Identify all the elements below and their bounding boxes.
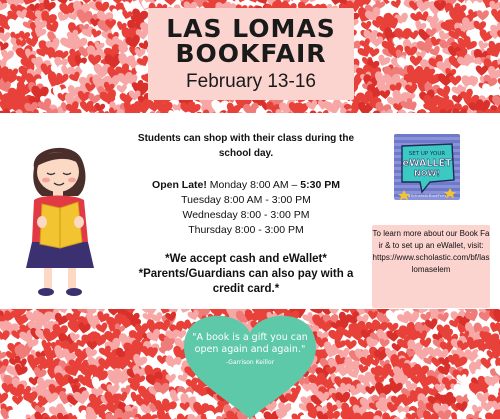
heart-icon — [228, 0, 240, 2]
heart-icon — [449, 75, 461, 85]
badge-line-2: eWALLET — [402, 158, 452, 169]
heart-icon — [8, 19, 24, 32]
monday-late-end: 5:30 PM — [300, 179, 340, 191]
heart-icon — [234, 0, 248, 4]
heart-icon — [365, 386, 376, 395]
hours-list — [122, 178, 370, 238]
hours-thursday: Thursday 8:00 - 3:00 PM — [188, 224, 304, 236]
title-line-2: BOOKFAIR — [175, 39, 327, 68]
heart-icon — [390, 0, 402, 10]
fair-info — [122, 131, 370, 297]
quote-text: "A book is a gift you can open again and again." — [192, 332, 308, 355]
heart-icon — [0, 392, 8, 404]
open-late-label: Open Late! — [152, 179, 207, 191]
payment-line-1: *We accept cash and eWallet* — [165, 253, 327, 265]
monday-hours: Monday 8:00 AM – — [209, 179, 298, 191]
payment-line-2: *Parents/Guardians can also pay with a credit card.* — [138, 268, 354, 295]
heart-icon — [481, 401, 494, 412]
hours-wednesday: Wednesday 8:00 - 3:00 PM — [182, 209, 310, 221]
title-panel — [148, 8, 354, 100]
heart-icon — [0, 32, 11, 42]
badge-line-1: SET UP YOUR — [408, 151, 446, 157]
star-icon — [398, 190, 410, 200]
quote — [190, 332, 310, 366]
title-line-1: LAS LOMAS — [166, 14, 336, 43]
quote-author: -Garrison Keillor — [225, 359, 275, 366]
heart-icon — [370, 36, 383, 47]
badge-line-4: #ScholasticBookFairs — [407, 194, 447, 198]
ewallet-badge — [394, 134, 460, 200]
learn-more-text: To learn more about our Book Fair & to set up an eWallet, visit: — [372, 229, 490, 250]
event-dates: February 13-16 — [186, 71, 316, 92]
heart-icon — [116, 84, 127, 94]
hours-tuesday: Tuesday 8:00 AM - 3:00 PM — [181, 194, 311, 206]
hours-monday — [122, 178, 370, 193]
ewallet-speech-bubble-icon — [394, 134, 460, 200]
intro-text: Students can shop with their class during the school day. — [137, 133, 355, 159]
girl-reading-book-illustration — [12, 138, 112, 298]
badge-line-3: NOW! — [414, 169, 440, 178]
scholastic-link[interactable]: https://www.scholastic.com/bf/laslomaselem — [372, 253, 490, 274]
learn-more-box — [372, 225, 490, 308]
heart-icon — [476, 10, 489, 21]
heart-icon — [12, 396, 23, 406]
payment-info — [122, 252, 370, 297]
